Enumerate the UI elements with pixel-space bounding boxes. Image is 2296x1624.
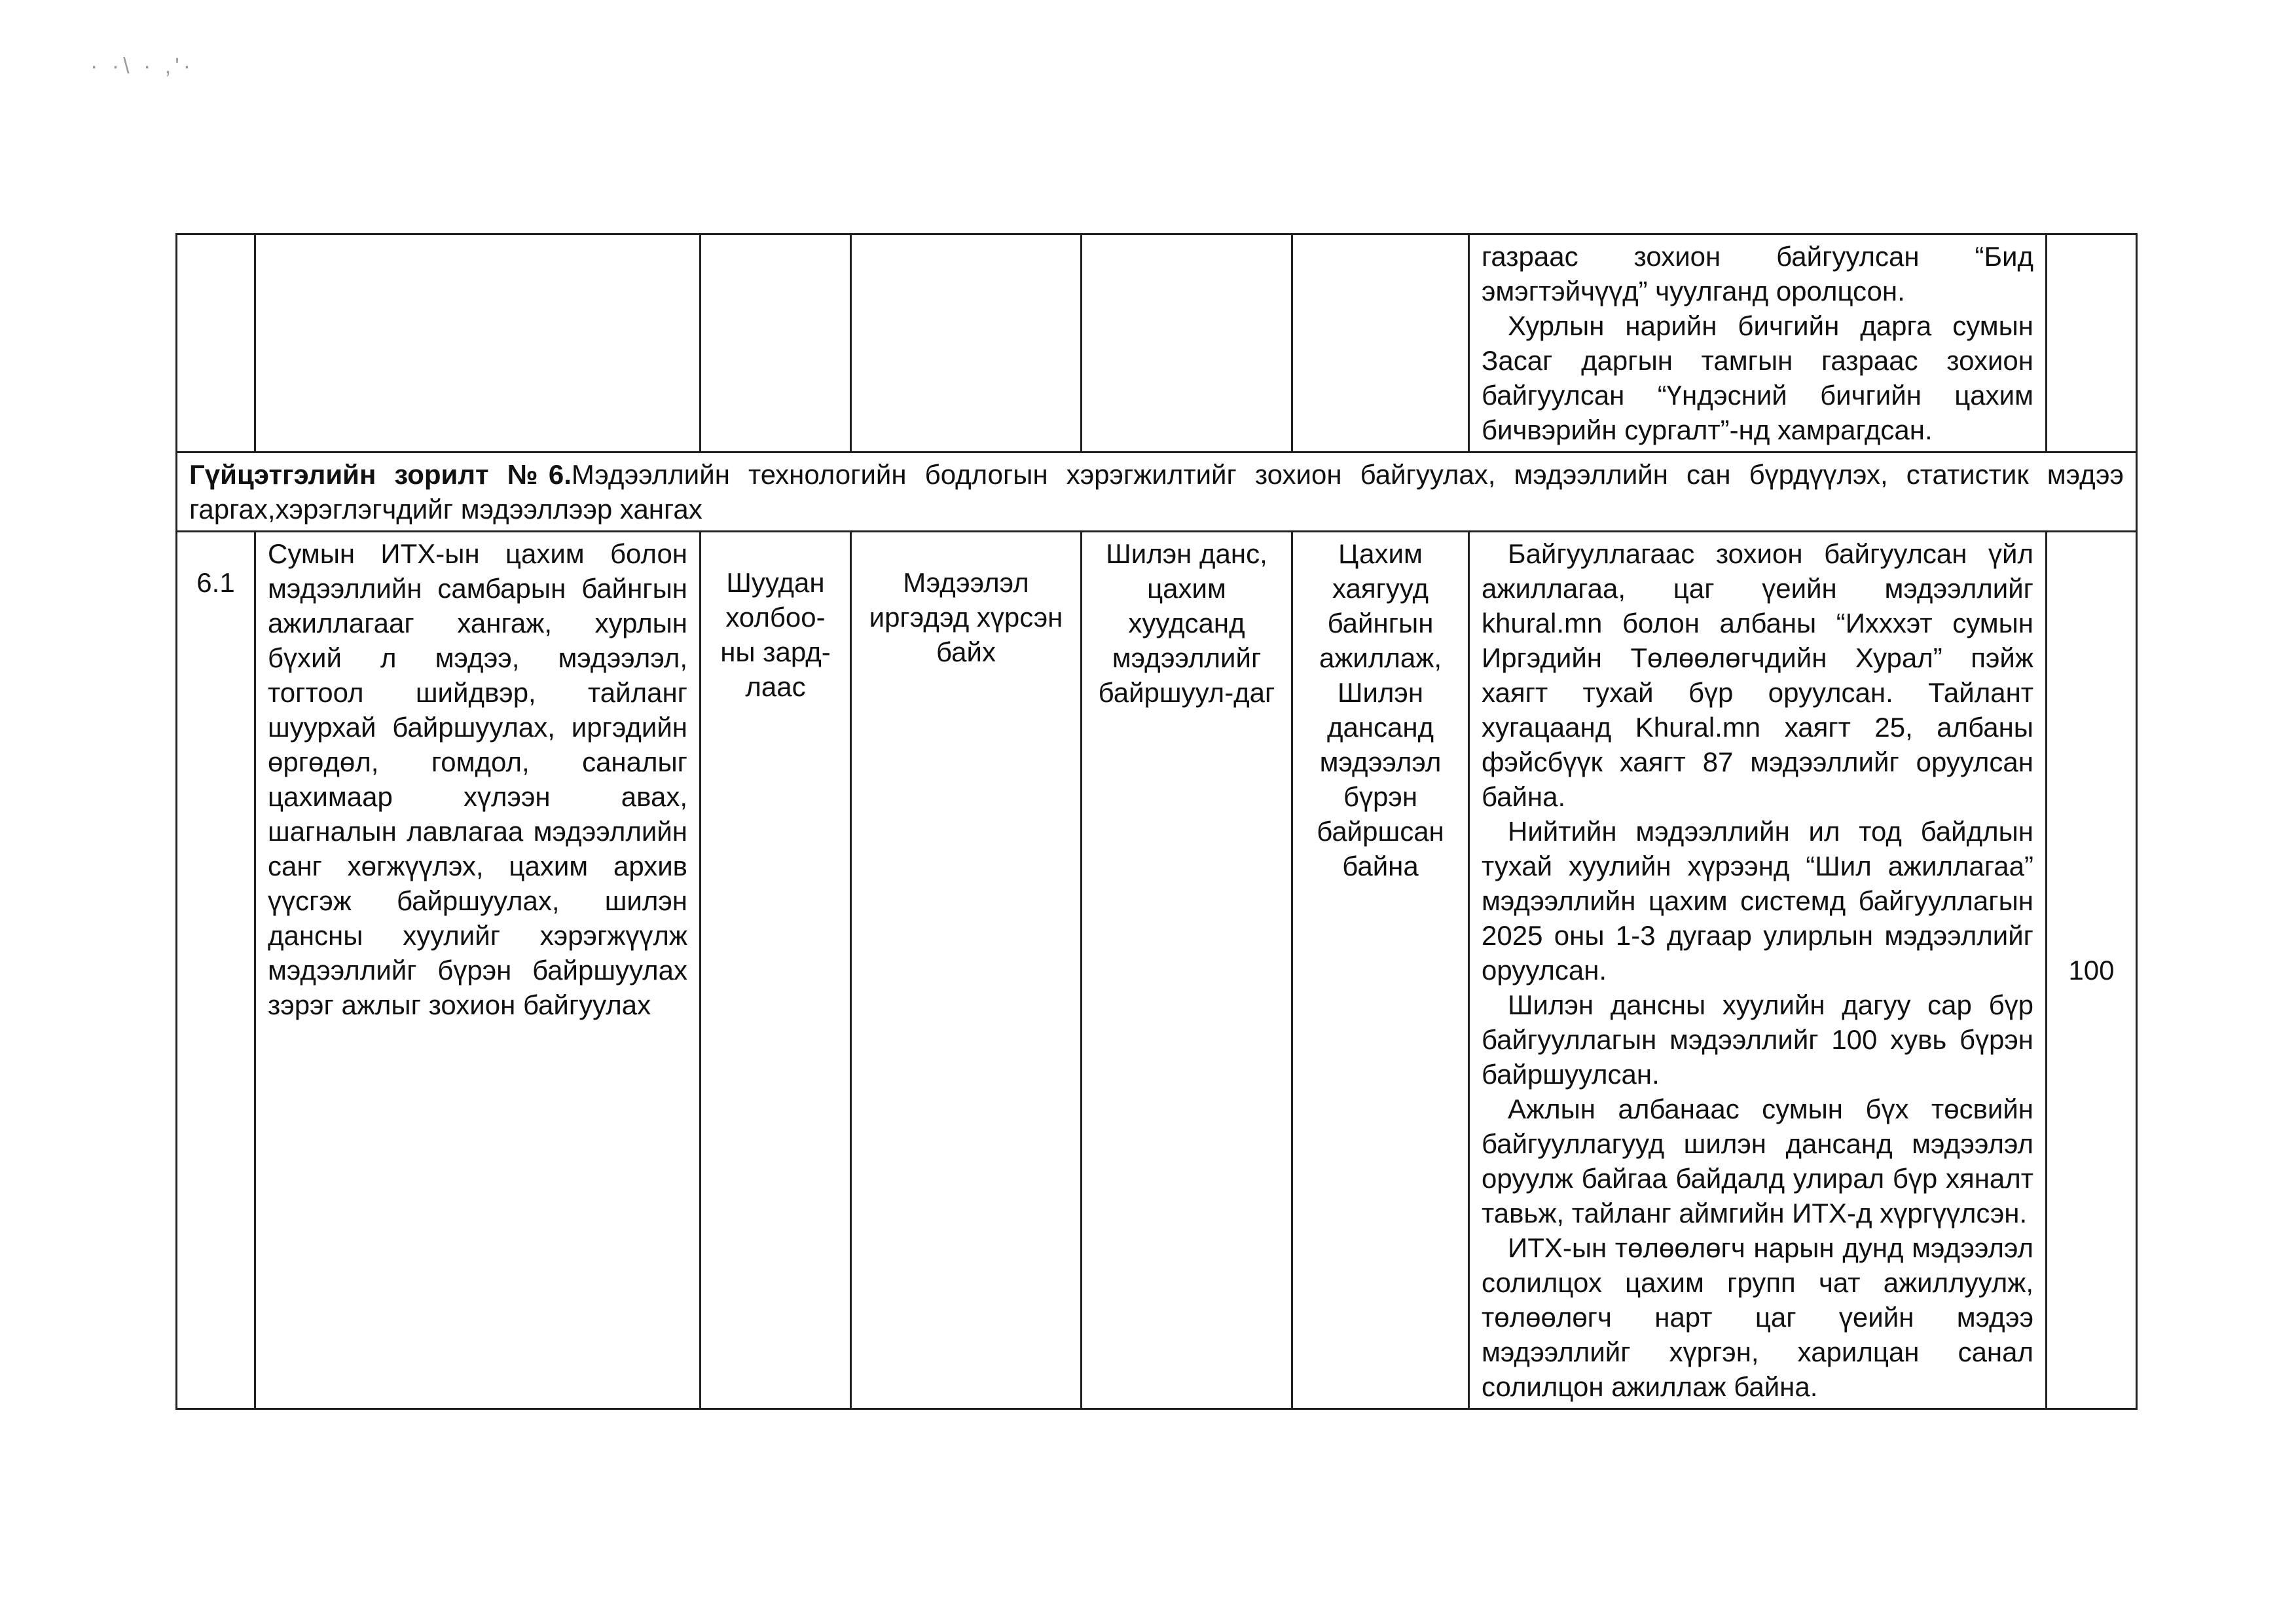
cont-score-cell [2047,234,2137,452]
cont-outcome-cell [851,234,1082,452]
cont-indicator-cell [1082,234,1292,452]
task-funding: Шуудан холбоо-ны зард-лаас [701,532,851,1409]
continued-row [177,234,2137,452]
cont-result-paragraph: Хурлын нарийн бичгийн дарга сумын Засаг даргын тамгын газраас зохион байгуулсан “Үндэсний бичгийн цахим бичвэрийн сургалт”-нд хамрагдсан. [1482,310,2033,445]
task-outcome: Мэдээлэл иргэдэд хүрсэн байх [851,532,1082,1409]
cont-evaluation-cell [1292,234,1469,452]
task-activity: Сумын ИТХ-ын цахим болон мэдээллийн самбарын байнгын ажиллагааг хангаж, хурлын бүхий л мэдээ, мэдээлэл, тогтоол шийдвэр, тайланг шуурхай байршуулах, иргэдийн өргөдөл, гомдол, саналыг цахимаар хүлээн авах, шагналын лавлагаа мэдээллийн санг хөгжүүлэх, цахим архив үүсгэж байршуулах, шилэн дансны хуулийг хэрэгжүүлж мэдээллийг бүрэн байршуулах зэрэг ажлыг зохион байгуулах [255,532,701,1409]
task-row [177,532,2137,1409]
cont-funding-cell [701,234,851,452]
task-indicator: Шилэн данс, цахим хуудсанд мэдээллийг байршуул-даг [1082,532,1292,1409]
report-table [175,233,2138,1410]
cont-result-cell [1469,234,2047,452]
result-paragraph: Байгууллагаас зохион байгуулсан үйл ажиллагаа, цаг үеийн мэдээллийг khural.mn болон албаны “Ихххэт сумын Иргэдийн Төлөөлөгчдийн Хурал” пэйж хаягт тухай бүр оруулсан. Тайлант хугацаанд Khural.mn хаягт 25, албаны фэйсбүүк хаягт 87 мэдээллийг оруулсан байна. [1482,538,2033,812]
goal-title: Гүйцэтгэлийн зорилт №6. [189,459,572,490]
cont-activity-cell [255,234,701,452]
goal-text: Мэдээллийн технологийн бодлогын хэрэгжилтийг зохион байгуулах, мэдээллийн сан бүрдүүлэх, статистик мэдээ гаргах,хэрэглэгчдийг мэдээллээр хангах [189,459,2124,525]
result-paragraph: Шилэн дансны хуулийн дагуу сар бүр байгууллагын мэдээллийг 100 хувь бүрэн байршуулсан. [1482,989,2033,1090]
task-score: 100 [2047,532,2137,1409]
task-results [1469,532,2047,1409]
result-paragraph: ИТХ-ын төлөөлөгч нарын дунд мэдээлэл солилцох цахим групп чат ажиллуулж, төлөөлөгч нарт цаг үеийн мэдээ мэдээллийг хүргэн, харилцан санал солилцон ажиллаж байна. [1482,1232,2033,1402]
result-paragraph: Нийтийн мэдээллийн ил тод байдлын тухай хуулийн хүрээнд “Шил ажиллагаа” мэдээллийн цахим системд байгууллагын 2025 оны 1-3 дугаар улирлын мэдээллийг оруулсан. [1482,816,2033,986]
scan-artifact: · ·\ · ,'· [90,54,195,79]
task-number: 6.1 [177,532,255,1409]
goal-row [177,452,2137,532]
task-evaluation: Цахим хаягууд байнгын ажиллаж, Шилэн дансанд мэдээлэл бүрэн байршсан байна [1292,532,1469,1409]
result-paragraph: Ажлын албанаас сумын бүх төсвийн байгууллагууд шилэн дансанд мэдээлэл оруулж байгаа байдалд улирал бүр хяналт тавьж, тайланг аймгийн ИТХ-д хүргүүлсэн. [1482,1094,2033,1228]
cont-result-paragraph: газраас зохион байгуулсан “Бид эмэгтэйчүүд” чуулганд оролцсон. [1482,241,2033,306]
cont-number-cell [177,234,255,452]
goal-cell [177,452,2137,532]
